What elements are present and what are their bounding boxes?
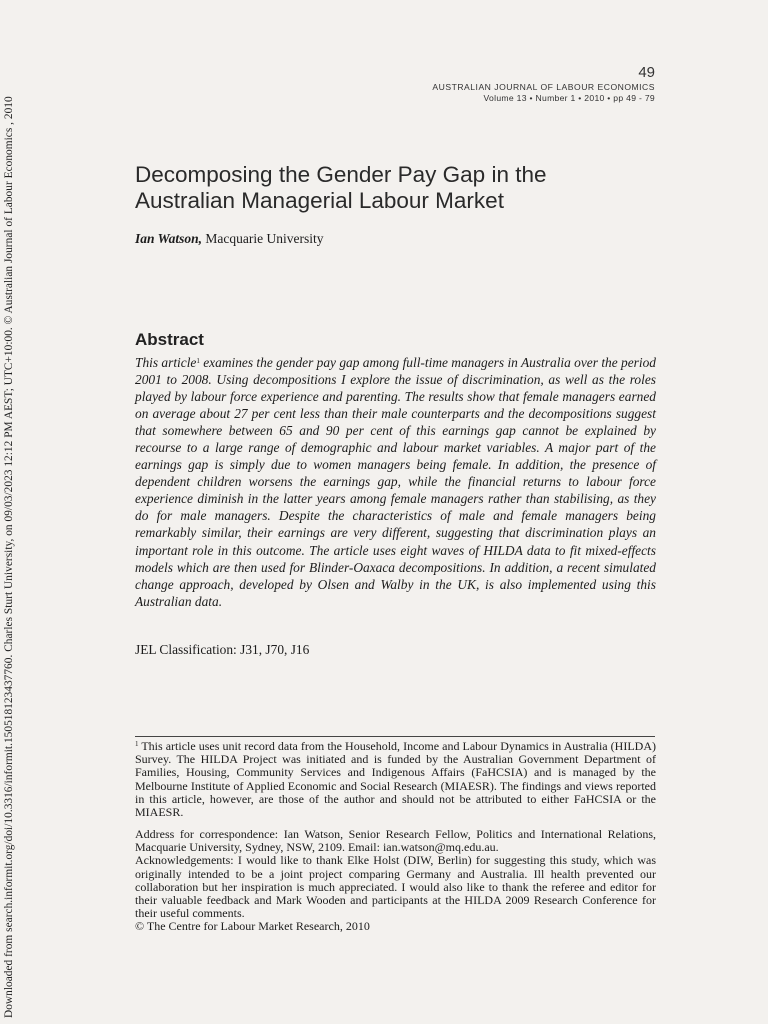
jel-classification: JEL Classification: J31, J70, J16 [135,642,310,657]
correspondence-address: Address for correspondence: Ian Watson, Senior Research Fellow, Politics and International Relations, Macquarie University, Sydney, NSW, 2109. Email: ian.watson@mq.edu.au. [135,827,656,855]
author-name: Ian Watson, [135,231,203,246]
title-line-2: Australian Managerial Labour Market [135,188,504,213]
title-line-1: Decomposing the Gender Pay Gap in the [135,162,547,187]
author-affiliation: Macquarie University [205,231,324,246]
correspondence-block [135,828,656,934]
acknowledgements: Acknowledgements: I would like to thank Elke Holst (DIW, Berlin) for suggesting this study, which was originally intended to be a joint project comparing Germany and Australia. Ill health prevented our collaboration but her inspiration is much appreciated. I would also like to thank the referee and editor for their valuable feedback and Mark Wooden and participants at the HILDA 2009 Research Conference for their useful comments. [135,853,656,921]
journal-name: AUSTRALIAN JOURNAL OF LABOUR ECONOMICS [432,82,655,92]
page-number: 49 [638,64,655,81]
abstract-text: examines the gender pay gap among full-time managers in Australia over the period 2001 to 2008. Using decompositions I explore the issue of discrimination, as well as the roles played by labour force experience and parenting. The results show that female managers earned on average about 27 per cent less than their male counterparts and the decompositions suggest that somewhere between 65 and 90 per cent of this earnings gap cannot be explained by recourse to a large range of demographic and labour market variables. A major part of the earnings gap is simply due to women managers being female. In addition, the presence of dependent children worsens the earnings gap, while the financial returns to labour force experience diminish in the latter years among female managers rather than stabilising, as they do for male managers. Despite the characteristics of male and female managers being remarkably similar, their earnings are very different, suggesting that discrimination plays an important role in this outcome. The article uses eight waves of HILDA data to fit mixed-effects models which are then used for Blinder-Oaxaca decompositions. In addition, a recent simulated change approach, developed by Olsen and Walby in the UK, is also implemented using this Australian data. [135,355,656,609]
footnote-reference[interactable]: 1 [196,357,200,365]
abstract-heading: Abstract [135,330,204,349]
journal-header [432,64,655,104]
volume-info: Volume 13 • Number 1 • 2010 • pp 49 - 79 [483,93,655,103]
author-line [135,231,324,247]
copyright-notice: © The Centre for Labour Market Research, 2010 [135,919,370,934]
abstract-lead: This article [135,355,197,370]
footnote [135,740,656,819]
article-title [135,162,655,214]
footnote-divider [135,736,655,737]
footnote-mark: 1 [135,740,139,748]
download-notice-text: Downloaded from search.informit.org/doi/10.3316/informit.150518123437760. Charles Sturt University, on 09/03/2023 12:12 PM AEST; UTC+10:00. © Australian Journal of Labour Economics , 2010 [3,96,15,1018]
abstract-body [135,354,656,610]
footnote-text: This article uses unit record data from the Household, Income and Labour Dynamics in Australia (HILDA) Survey. The HILDA Project was initiated and is funded by the Australian Government Department of Families, Housing, Community Services and Indigenous Affairs (FaHCSIA) and is managed by the Melbourne Institute of Applied Economic and Social Research (MIAESR). The findings and views reported in this article, however, are those of the author and should not be attributed to either FaHCSIA or the MIAESR. [135,739,656,820]
download-notice [0,0,18,1024]
